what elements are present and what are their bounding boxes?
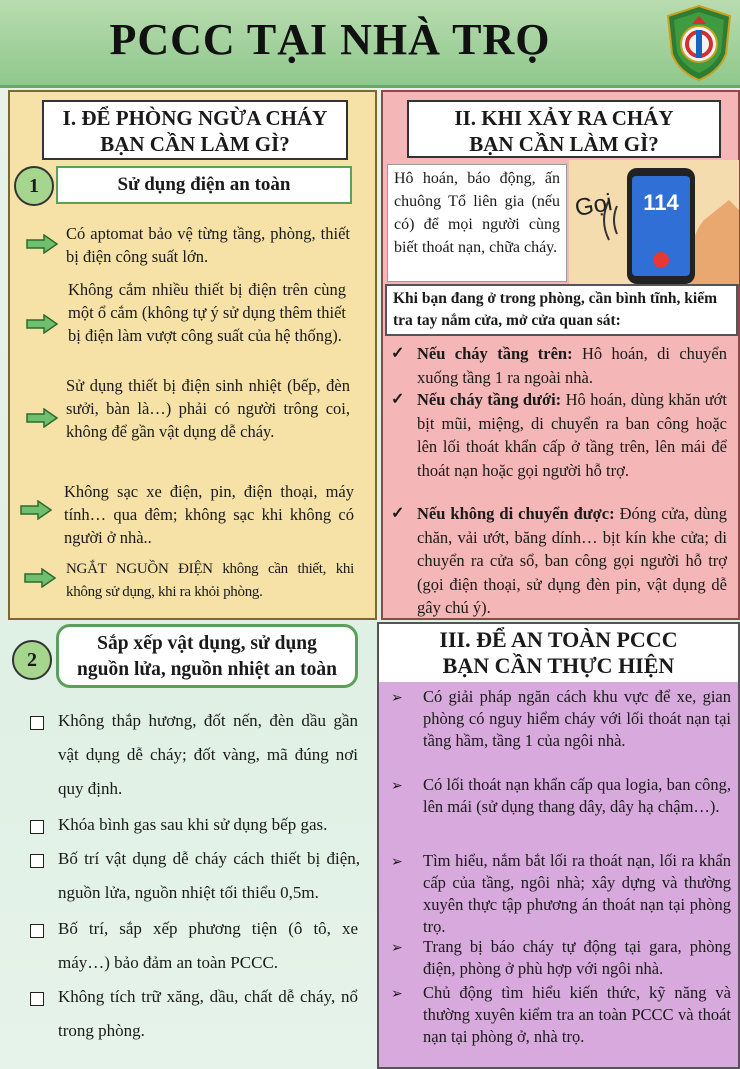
arrow-bullet-icon: ➢ bbox=[391, 987, 403, 1002]
list-item: ✓ Nếu cháy tầng trên: Hô hoán, di chuyển xuống tầng 1 ra ngoài nhà. bbox=[391, 344, 727, 387]
number-badge-2: 2 bbox=[12, 640, 52, 680]
list-item: Sử dụng thiết bị điện sinh nhiệt (bếp, đèn sưởi, bàn là…) phải có người trông coi, không để gần vật dụng dễ cháy. bbox=[66, 376, 350, 441]
list-item: ✓ Nếu không di chuyển được: Đóng cửa, dùng chăn, vải ướt, băng dính… bịt kín khe cửa; di chuyển ra cửa sổ, ban công gọi người hỗ trợ (gọi điện thoại, sử dụng đèn pin, vật dụng dễ gây chú ý). bbox=[391, 504, 727, 617]
arrow-right-icon bbox=[26, 234, 58, 254]
police-fire-emblem-icon bbox=[664, 4, 734, 82]
subsection-electric-safety-title: Sử dụng điện an toàn bbox=[56, 166, 352, 204]
arrow-right-icon bbox=[20, 500, 52, 520]
checkbox-bullet-icon bbox=[30, 854, 44, 868]
arrow-right-icon bbox=[26, 408, 58, 428]
checkmark-icon: ✓ bbox=[391, 345, 405, 362]
page-title: PCCC TẠI NHÀ TRỌ bbox=[109, 15, 551, 64]
arrow-right-icon bbox=[24, 568, 56, 588]
section-safety-actions-title: III. ĐỂ AN TOÀN PCCC BẠN CẦN THỰC HIỆN bbox=[379, 624, 738, 682]
subsection-fire-source-title: Sắp xếp vật dụng, sử dụng nguồn lửa, nguồn nhiệt an toàn bbox=[56, 624, 358, 688]
list-item: Không thắp hương, đốt nến, đèn dầu gần vật dụng dễ cháy; đốt vàng, mã đúng nơi quy định. bbox=[58, 711, 358, 798]
checkbox-bullet-icon bbox=[30, 992, 44, 1006]
arrow-bullet-icon: ➢ bbox=[391, 855, 403, 870]
list-item: Trang bị báo cháy tự động tại gara, phòng điện, phòng ở phù hợp với ngôi nhà. bbox=[423, 937, 731, 978]
list-item: Có aptomat bảo vệ từng tầng, phòng, thiết bị điện công suất lớn. bbox=[66, 224, 350, 266]
phone-call-illustration bbox=[569, 160, 739, 284]
number-badge-1: 1 bbox=[14, 166, 54, 206]
list-item: Có giải pháp ngăn cách khu vực để xe, gian phòng có nguy hiểm cháy với lối thoát nạn tại tầng hầm, tầng 1 của ngôi nhà. bbox=[423, 687, 731, 750]
list-item: Bố trí vật dụng dễ cháy cách thiết bị điện, nguồn lửa, nguồn nhiệt tối thiểu 0,5m. bbox=[58, 849, 360, 902]
list-item: ✓ Nếu cháy tầng dưới: Hô hoán, dùng khăn ướt bịt mũi, miệng, di chuyển ra ban công hoặc lên lối thoát khẩn cấp ở tầng trên, lên mái để thoát nạn hoặc gọi người hỗ trợ. bbox=[391, 390, 727, 480]
section-safety-actions bbox=[377, 622, 740, 1069]
list-item: Khóa bình gas sau khi sử dụng bếp gas. bbox=[58, 815, 328, 834]
list-item: Không cắm nhiều thiết bị điện trên cùng một ổ cắm (không tự ý sử dụng thêm thiết bị điện làm vượt công suất của hệ thống). bbox=[68, 280, 346, 345]
checkmark-icon: ✓ bbox=[391, 505, 405, 522]
section-when-fire bbox=[381, 90, 740, 620]
list-item: Không sạc xe điện, pin, điện thoại, máy tính… qua đêm; không sạc khi không có người ở nhà.. bbox=[64, 482, 354, 547]
checkmark-icon: ✓ bbox=[391, 391, 405, 408]
list-item: Có lối thoát nạn khẩn cấp qua logia, ban công, lên mái (sử dụng thang dây, dây hạ chậm…). bbox=[423, 775, 731, 816]
list-item: Bố trí, sắp xếp phương tiện (ô tô, xe máy…) bảo đảm an toàn PCCC. bbox=[58, 919, 358, 972]
list-item: Chủ động tìm hiểu kiến thức, kỹ năng và thường xuyên kiểm tra an toàn PCCC và thoát nạn tại phòng ở, nhà trọ. bbox=[423, 983, 731, 1046]
checkbox-bullet-icon bbox=[30, 716, 44, 730]
arrow-right-icon bbox=[26, 314, 58, 334]
section-prevention bbox=[8, 90, 377, 620]
arrow-bullet-icon: ➢ bbox=[391, 779, 403, 794]
list-item: NGẮT NGUỒN ĐIỆN không cần thiết, khi không sử dụng, khi ra khỏi phòng. bbox=[66, 561, 354, 600]
list-item: Không tích trữ xăng, dầu, chất dễ cháy, nổ trong phòng. bbox=[58, 987, 358, 1040]
checkbox-bullet-icon bbox=[30, 924, 44, 938]
alarm-instruction: Hô hoán, báo động, ấn chuông Tổ liên gia (nếu có) để mọi người cùng biết thoát nạn, chữa cháy. bbox=[387, 164, 567, 282]
section-when-fire-title: II. KHI XẢY RA CHÁY BẠN CẦN LÀM GÌ? bbox=[407, 100, 721, 158]
checkbox-bullet-icon bbox=[30, 820, 44, 834]
section-prevention-title: I. ĐỂ PHÒNG NGỪA CHÁY BẠN CẦN LÀM GÌ? bbox=[42, 100, 348, 160]
room-check-instruction: Khi bạn đang ở trong phòng, cần bình tĩnh, kiểm tra tay nắm cửa, mở cửa quan sát: bbox=[385, 284, 738, 336]
header-banner bbox=[0, 0, 740, 88]
arrow-bullet-icon: ➢ bbox=[391, 691, 403, 706]
arrow-bullet-icon: ➢ bbox=[391, 941, 403, 956]
call-label: Gọi bbox=[572, 188, 615, 223]
list-item: Tìm hiểu, nắm bắt lối ra thoát nạn, lối ra khẩn cấp của tầng, ngôi nhà; xây dựng và thường xuyên thực tập phương án thoát nạn tại phòng trọ. bbox=[423, 851, 731, 936]
emergency-number: 114 bbox=[643, 190, 679, 215]
